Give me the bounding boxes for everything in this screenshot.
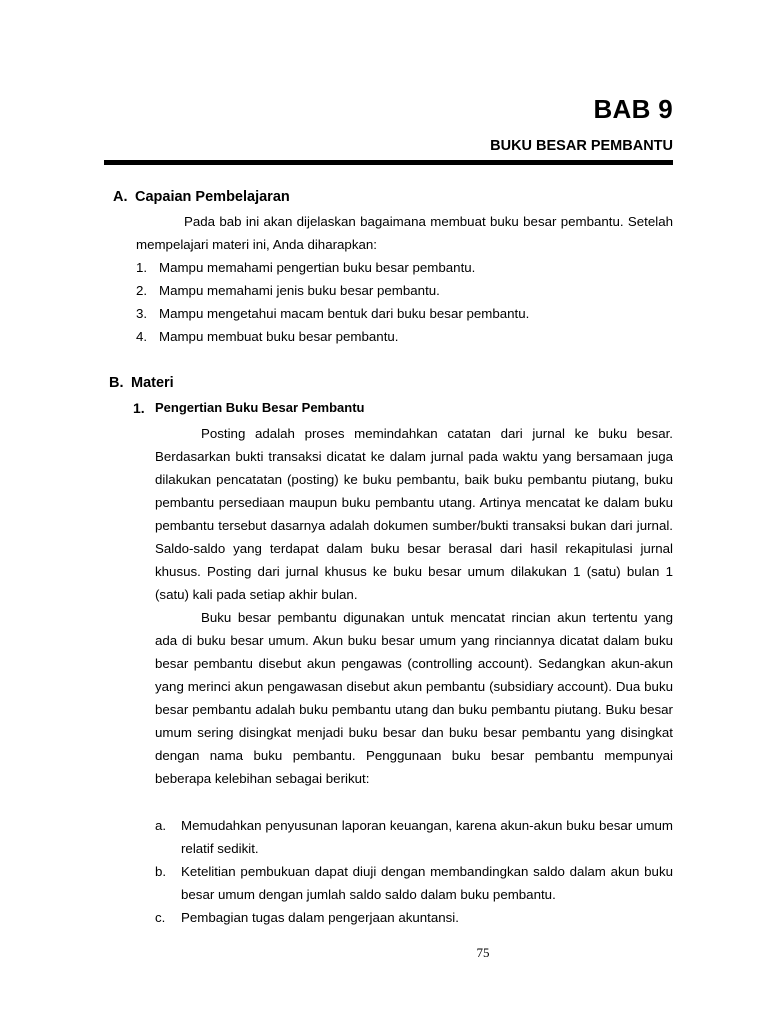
- list-item-text: Ketelitian pembukuan dapat diuji dengan membandingkan saldo dalam akun buku besar umum dengan jumlah saldo saldo dalam buku pembantu.: [181, 864, 673, 902]
- section-b-heading: [109, 375, 174, 391]
- list-item-number: 3.: [136, 306, 148, 321]
- list-item-text: Pembagian tugas dalam pengerjaan akuntansi.: [181, 910, 459, 925]
- chapter-title: BUKU BESAR PEMBANTU: [490, 138, 673, 154]
- list-item-marker: c.: [155, 910, 166, 925]
- list-item: [155, 906, 673, 929]
- list-item: [136, 256, 529, 279]
- subsection-1-title: Pengertian Buku Besar Pembantu: [155, 400, 365, 415]
- list-item-number: 4.: [136, 329, 148, 344]
- section-a-heading: [113, 189, 290, 205]
- list-item-number: 1.: [136, 260, 148, 275]
- subsection-1-number: 1.: [133, 400, 145, 416]
- list-item-number: 2.: [136, 283, 148, 298]
- section-b-letter: B.: [109, 375, 124, 391]
- body-paragraph-2: Buku besar pembantu digunakan untuk mencatat rincian akun tertentu yang ada di buku besar umum. Akun buku besar umum yang rinciannya dicatat dalam buku besar pembantu disebut akun pengawas (controlling account). Sedangkan akun-akun yang merinci akun pengawasan disebut akun pembantu (subsidiary account). Dua buku besar pembantu adalah buku pembantu utang dan buku pembantu piutang. Buku besar umum sering disingkat menjadi buku besar dan buku besar pembantu yang disingkat dengan nama buku pembantu. Penggunaan buku besar pembantu mempunyai beberapa kelebihan sebagai berikut:: [155, 610, 673, 786]
- list-item-text: Memudahkan penyusunan laporan keuangan, karena akun-akun buku besar umum relatif sedikit.: [181, 818, 673, 856]
- subsection-1-heading: [133, 400, 365, 416]
- page-number: 75: [476, 945, 490, 960]
- list-item-text: Mampu memahami pengertian buku besar pembantu.: [159, 260, 476, 275]
- chapter-number: BAB 9: [593, 94, 673, 124]
- list-item: [136, 325, 529, 348]
- section-a-title: Capaian Pembelajaran: [135, 189, 290, 205]
- advantages-list: [155, 814, 673, 929]
- section-b-title: Materi: [131, 375, 174, 391]
- objectives-list: [136, 256, 529, 348]
- list-item-text: Mampu memahami jenis buku besar pembantu.: [159, 283, 440, 298]
- body-paragraph-1: Posting adalah proses memindahkan catatan dari jurnal ke buku besar. Berdasarkan bukti transaksi dicatat ke dalam jurnal pada waktu yang bersamaan juga dilakukan pencatatan (posting) ke buku pembantu, baik buku pembantu piutang, buku pembantu persediaan maupun buku pembantu utang. Artinya mencatat ke dalam buku pembantu tersebut dasarnya adalah dokumen sumber/bukti transaksi bukan dari jurnal. Saldo-saldo yang terdapat dalam buku besar berasal dari hasil rekapitulasi jurnal khusus. Posting dari jurnal khusus ke buku besar umum dilakukan 1 (satu) bulan 1 (satu) kali pada setiap akhir bulan.: [155, 426, 673, 602]
- section-a-intro: Pada bab ini akan dijelaskan bagaimana membuat buku besar pembantu. Setelah mempelajari materi ini, Anda diharapkan:: [136, 214, 673, 252]
- list-item-marker: a.: [155, 818, 167, 833]
- list-item-marker: b.: [155, 864, 167, 879]
- list-item: [136, 302, 529, 325]
- header-rule: [104, 160, 673, 165]
- list-item: [136, 279, 529, 302]
- list-item-text: Mampu mengetahui macam bentuk dari buku besar pembantu.: [159, 306, 530, 321]
- list-item: [155, 860, 673, 906]
- section-a-letter: A.: [113, 189, 128, 205]
- list-item: [155, 814, 673, 860]
- list-item-text: Mampu membuat buku besar pembantu.: [159, 329, 399, 344]
